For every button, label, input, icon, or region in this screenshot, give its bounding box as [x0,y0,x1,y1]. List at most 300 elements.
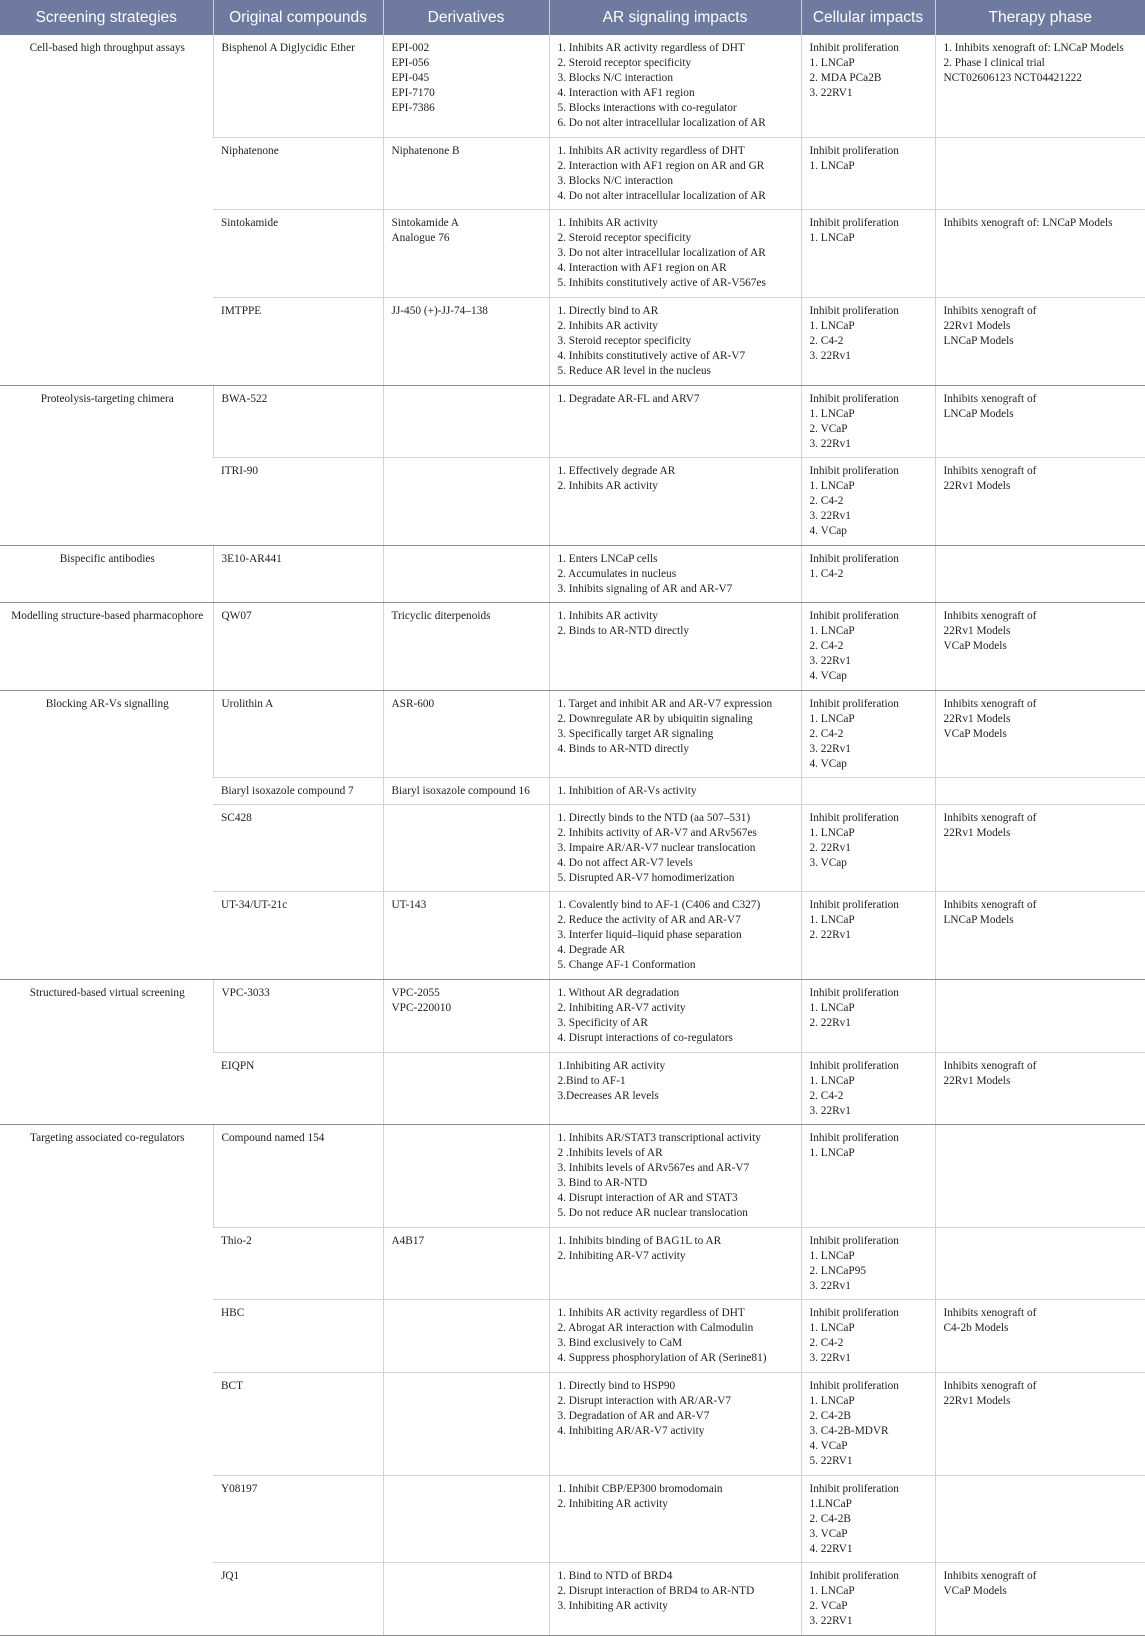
therapy-phase-cell-line: VCaP Models [943,639,1007,652]
table-body [0,35,1145,1636]
derivatives-cell [383,892,549,980]
screening-strategy-cell: Targeting associated co-regulators [0,1124,213,1635]
cellular-impacts-cell [801,1563,935,1636]
therapy-phase-cell-line: 22Rv1 Models [943,624,1011,637]
cellular-impacts-cell-line: 2. 22Rv1 [809,1017,851,1030]
ar-signaling-impacts-cell [549,137,801,209]
ar-signaling-impacts-cell-line: 4. Binds to AR-NTD directly [557,742,689,755]
screening-strategy-cell: Bispecific antibodies [0,545,213,602]
therapy-phase-cell-line: Inhibits xenograft of [943,465,1037,478]
therapy-phase-cell-line: Inhibits xenograft of [943,697,1037,710]
ar-signaling-impacts-cell-line: 3. Blocks N/C interaction [557,174,673,187]
cellular-impacts-cell-line: 3. C4-2B-MDVR [809,1424,889,1437]
ar-signaling-impacts-cell-line: 4. Disrupt interactions of co-regulators [557,1032,733,1045]
therapy-phase-cell [935,1563,1145,1636]
derivatives-cell [383,602,549,690]
therapy-phase-cell [935,690,1145,778]
original-compound-cell: UT-34/UT-21c [213,892,383,980]
cellular-impacts-cell [801,778,935,805]
cellular-impacts-cell [801,298,935,386]
ar-signaling-impacts-cell-line: 2. Inhibiting AR-V7 activity [557,1249,686,1262]
ar-signaling-impacts-cell-line: 3. Impaire AR/AR-V7 nuclear translocation [557,841,756,854]
ar-signaling-impacts-cell-line: 4. Inhibiting AR/AR-V7 activity [557,1424,705,1437]
cellular-impacts-cell-line: 4. 22RV1 [809,1542,853,1555]
cellular-impacts-cell [801,137,935,209]
derivatives-cell-line: EPI-045 [391,72,430,84]
therapy-phase-cell-line: Inhibits xenograft of [943,305,1037,318]
derivatives-cell [383,690,549,778]
ar-signaling-impacts-cell-line: 1. Inhibits AR activity regardless of DHT [557,144,745,157]
cellular-impacts-cell-line: 3. VCaP [809,1527,848,1540]
derivatives-cell [383,210,549,298]
cellular-impacts-cell-line: 2. C4-2 [809,335,844,348]
ar-signaling-impacts-cell-line: 2. Inhibits AR activity [557,480,658,493]
ar-signaling-impacts-cell [549,1227,801,1299]
header-screening-strategies: Screening strategies [0,0,213,35]
cellular-impacts-cell-line: 1. LNCaP [809,320,855,333]
cellular-impacts-cell-line: 3. 22Rv1 [809,1104,851,1117]
therapy-phase-cell-line: LNCaP Models [943,407,1014,420]
ar-signaling-impacts-cell-line: 1. Without AR degradation [557,987,680,1000]
ar-signaling-impacts-cell-line: 2. Disrupt interaction of BRD4 to AR-NTD [557,1585,755,1598]
derivatives-cell [383,385,549,457]
derivatives-cell [383,804,549,892]
ar-signaling-impacts-cell-line: 1. Enters LNCaP cells [557,552,658,565]
ar-signaling-impacts-cell-line: 3. Inhibiting AR activity [557,1600,668,1613]
table-row [0,35,1145,137]
cellular-impacts-cell-line: 4. VCaP [809,1439,848,1452]
derivatives-cell [383,545,549,602]
cellular-impacts-cell-line: 2. MDA PCa2B [809,72,882,84]
cellular-impacts-cell-line: 1. LNCaP [809,624,855,637]
cellular-impacts-cell-line: 1. LNCaP [809,1322,855,1335]
derivatives-cell [383,1475,549,1563]
therapy-phase-cell [935,210,1145,298]
ar-signaling-impacts-cell-line: 2. Downregulate AR by ubiquitin signaling [557,712,753,725]
cellular-impacts-cell [801,1372,935,1475]
cellular-impacts-cell-line: Inhibit proliferation [809,609,899,622]
therapy-phase-cell-line: 22Rv1 Models [943,480,1011,493]
cellular-impacts-cell-line: 2. C4-2 [809,1089,844,1102]
therapy-phase-cell [935,1052,1145,1124]
derivatives-cell-line: JJ-450 (+)-JJ-74–138 [391,305,488,318]
ar-signaling-impacts-cell-line: 1. Inhibits binding of BAG1L to AR [557,1234,722,1247]
original-compound-cell: VPC-3033 [213,980,383,1052]
derivatives-cell-line: VPC-2055 [391,987,440,1000]
ar-signaling-impacts-cell [549,1475,801,1563]
derivatives-cell-line: EPI-002 [391,42,430,54]
therapy-phase-cell-line: Inhibits xenograft of [943,1059,1037,1072]
header-therapy-phase: Therapy phase [935,0,1145,35]
cellular-impacts-cell-line: 2. C4-2 [809,639,844,652]
original-compound-cell: Bisphenol A Diglycidic Ether [213,35,383,137]
ar-signaling-impacts-cell-line: 2. Steroid receptor specificity [557,57,692,69]
therapy-phase-cell-line: LNCaP Models [943,914,1014,927]
cellular-impacts-cell-line: 1. LNCaP [809,407,855,420]
ar-signaling-impacts-cell [549,1052,801,1124]
therapy-phase-cell [935,1227,1145,1299]
ar-signaling-impacts-cell-line: 3. Specificity of AR [557,1017,648,1030]
cellular-impacts-cell-line: 1. LNCaP [809,826,855,839]
derivatives-cell [383,1124,549,1227]
cellular-impacts-cell [801,1124,935,1227]
ar-signaling-impacts-cell-line: 1. Effectively degrade AR [557,465,676,478]
derivatives-cell [383,778,549,805]
ar-signaling-impacts-cell-line: 3. Specifically target AR signaling [557,727,714,740]
derivatives-cell-line: EPI-7170 [391,87,435,99]
cellular-impacts-cell-line: 3. 22Rv1 [809,1352,851,1365]
ar-signaling-impacts-cell-line: 3.Decreases AR levels [557,1089,659,1102]
ar-signaling-impacts-cell [549,892,801,980]
therapy-phase-cell-line: Inhibits xenograft of [943,609,1037,622]
ar-signaling-impacts-cell-line: 3. Blocks N/C interaction [557,72,673,84]
cellular-impacts-cell-line: 2. C4-2B [809,1512,851,1525]
original-compound-cell: 3E10-AR441 [213,545,383,602]
ar-signaling-impacts-cell-line: 2. Inhibits activity of AR-V7 and ARv567es [557,826,757,839]
table-row [0,602,1145,690]
cellular-impacts-cell-line: Inhibit proliferation [809,811,899,824]
cellular-impacts-cell-line: Inhibit proliferation [809,465,899,478]
ar-signaling-impacts-cell-line: 1. Target and inhibit AR and AR-V7 expression [557,697,773,710]
cellular-impacts-cell-line: 2. 22Rv1 [809,929,851,942]
cellular-impacts-cell-line: 1. LNCaP [809,1074,855,1087]
screening-strategy-cell: Modelling structure-based pharmacophore [0,602,213,690]
cellular-impacts-cell-line: Inhibit proliferation [809,1379,899,1392]
derivatives-cell [383,1563,549,1636]
therapy-phase-cell-line: LNCaP Models [943,335,1014,348]
ar-signaling-impacts-cell-line: 1. Directly binds to the NTD (aa 507–531) [557,811,751,824]
derivatives-cell-line: VPC-220010 [391,1002,452,1015]
therapy-phase-cell [935,298,1145,386]
original-compound-cell: ITRI-90 [213,458,383,546]
ar-signaling-impacts-cell-line: 2. Accumulates in nucleus [557,567,677,580]
cellular-impacts-cell-line: 4. VCap [809,757,847,770]
ar-signaling-impacts-cell-line: 3. Bind to AR-NTD [557,1176,648,1189]
cellular-impacts-cell-line: 1. LNCaP [809,1249,855,1262]
ar-signaling-impacts-cell-line: 1. Directly bind to AR [557,305,659,318]
ar-signaling-impacts-cell [549,778,801,805]
ar-signaling-impacts-cell-line: 4. Degrade AR [557,944,625,957]
cellular-impacts-cell-line: 3. 22Rv1 [809,1279,851,1292]
therapy-phase-cell-line: 22Rv1 Models [943,1394,1011,1407]
therapy-phase-cell-line: Inhibits xenograft of: LNCaP Models [943,217,1113,230]
cellular-impacts-cell-line: 1. LNCaP [809,1585,855,1598]
ar-signaling-impacts-cell [549,602,801,690]
cellular-impacts-cell-line: Inhibit proliferation [809,987,899,1000]
derivatives-cell-line: EPI-7386 [391,102,435,114]
cellular-impacts-cell-line: 3. 22RV1 [809,1615,853,1628]
derivatives-cell-line: Analogue 76 [391,232,450,245]
cellular-impacts-cell-line: 3. VCap [809,856,847,869]
original-compound-cell: JQ1 [213,1563,383,1636]
cellular-impacts-cell-line: Inhibit proliferation [809,305,899,318]
cellular-impacts-cell-line: Inhibit proliferation [809,1059,899,1072]
therapy-phase-cell [935,137,1145,209]
therapy-phase-cell-line: VCaP Models [943,727,1007,740]
derivatives-cell [383,1052,549,1124]
cellular-impacts-cell [801,804,935,892]
cellular-impacts-cell [801,35,935,137]
cellular-impacts-cell-line: 1. LNCaP [809,159,855,172]
therapy-phase-cell-line: Inhibits xenograft of [943,1570,1037,1583]
ar-signaling-impacts-cell [549,385,801,457]
ar-signaling-impacts-cell-line: 4. Inhibits constitutively active of AR-V7 [557,350,746,363]
cellular-impacts-cell-line: 1. LNCaP [809,480,855,493]
ar-signaling-impacts-cell [549,1372,801,1475]
cellular-impacts-cell-line: 2. C4-2 [809,495,844,508]
therapy-phase-cell [935,385,1145,457]
therapy-phase-cell-line: 1. Inhibits xenograft of: LNCaP Models [943,42,1124,54]
cellular-impacts-cell [801,1052,935,1124]
cellular-impacts-cell [801,545,935,602]
cellular-impacts-cell-line: 1. LNCaP [809,1146,855,1159]
original-compound-cell: Urolithin A [213,690,383,778]
ar-signaling-impacts-cell [549,298,801,386]
original-compound-cell: Sintokamide [213,210,383,298]
cellular-impacts-cell [801,892,935,980]
screening-strategy-cell: Cell-based high throughput assays [0,35,213,385]
cellular-impacts-cell-line: 2. C4-2 [809,727,844,740]
cellular-impacts-cell [801,690,935,778]
ar-signaling-impacts-cell-line: 3. Steroid receptor specificity [557,335,692,348]
cellular-impacts-cell [801,980,935,1052]
header-original-compounds: Original compounds [213,0,383,35]
ar-signaling-impacts-cell-line: 3. Degradation of AR and AR-V7 [557,1409,710,1422]
derivatives-cell-line: Tricyclic diterpenoids [391,609,491,622]
ar-signaling-impacts-cell-line: 4. Suppress phosphorylation of AR (Serine81) [557,1352,767,1365]
cellular-impacts-cell-line: 2. LNCaP95 [809,1264,866,1277]
cellular-impacts-cell-line: Inhibit proliferation [809,217,899,230]
cellular-impacts-cell-line: Inhibit proliferation [809,1131,899,1144]
therapy-phase-cell-line: 22Rv1 Models [943,712,1011,725]
cellular-impacts-cell-line: Inhibit proliferation [809,144,899,157]
therapy-phase-cell [935,1372,1145,1475]
therapy-phase-cell-line: NCT02606123 NCT04421222 [943,72,1082,84]
ar-signaling-impacts-cell-line: 1. Directly bind to HSP90 [557,1379,676,1392]
cellular-impacts-cell-line: 1. LNCaP [809,232,855,245]
derivatives-cell [383,35,549,137]
ar-signaling-impacts-cell-line: 2. Interaction with AF1 region on AR and GR [557,159,765,172]
ar-signaling-impacts-cell-line: 1. Inhibit CBP/EP300 bromodomain [557,1482,723,1495]
cellular-impacts-cell-line: 2. VCaP [809,422,848,435]
derivatives-cell-line: Niphatenone B [391,144,460,157]
ar-signaling-impacts-cell [549,458,801,546]
therapy-phase-cell [935,804,1145,892]
original-compound-cell: EIQPN [213,1052,383,1124]
derivatives-cell-line: ASR-600 [391,697,435,710]
therapy-phase-cell [935,892,1145,980]
ar-signaling-impacts-cell [549,210,801,298]
cellular-impacts-cell [801,1300,935,1372]
derivatives-cell [383,137,549,209]
cellular-impacts-cell [801,602,935,690]
therapy-phase-cell [935,458,1145,546]
ar-signaling-impacts-cell-line: 2. Inhibits AR activity [557,320,658,333]
ar-signaling-impacts-cell-line: 1.Inhibiting AR activity [557,1059,666,1072]
therapy-phase-cell [935,1124,1145,1227]
cellular-impacts-cell [801,1227,935,1299]
screening-strategy-cell: Structured-based virtual screening [0,980,213,1125]
ar-signaling-impacts-cell-line: 1. Inhibits AR activity regardless of DHT [557,1307,745,1320]
original-compound-cell: Y08197 [213,1475,383,1563]
therapy-phase-cell [935,35,1145,137]
cellular-impacts-cell-line: Inhibit proliferation [809,42,899,54]
cellular-impacts-cell-line: 3. 22Rv1 [809,654,851,667]
ar-signaling-impacts-cell [549,1563,801,1636]
ar-signaling-impacts-cell-line: 3. Inhibits signaling of AR and AR-V7 [557,582,733,595]
original-compound-cell: SC428 [213,804,383,892]
original-compound-cell: Compound named 154 [213,1124,383,1227]
header-ar-signaling-impacts: AR signaling impacts [549,0,801,35]
derivatives-cell-line: Sintokamide A [391,217,459,230]
table-row [0,690,1145,778]
ar-signaling-impacts-cell-line: 6. Do not alter intracellular localization of AR [557,117,766,129]
ar-signaling-impacts-cell [549,35,801,137]
cellular-impacts-cell-line: 2. VCaP [809,1600,848,1613]
therapy-phase-cell-line: 2. Phase I clinical trial [943,57,1045,69]
cellular-impacts-cell-line: 2. C4-2 [809,1337,844,1350]
cellular-impacts-cell-line: 3. 22Rv1 [809,742,851,755]
original-compound-cell: BWA-522 [213,385,383,457]
ar-signaling-impacts-cell-line: 3. Do not alter intracellular localization of AR [557,247,766,260]
ar-signaling-impacts-cell-line: 1. Degradate AR-FL and ARV7 [557,392,700,405]
cellular-impacts-cell [801,210,935,298]
header-row [0,0,1145,35]
therapy-phase-cell [935,545,1145,602]
table-row [0,545,1145,602]
ar-signaling-impacts-cell-line: 4. Interaction with AF1 region [557,87,695,99]
ar-signaling-impacts-cell-line: 5. Disrupted AR-V7 homodimerization [557,871,735,884]
therapy-phase-cell [935,1475,1145,1563]
therapy-phase-cell-line: 22Rv1 Models [943,1074,1011,1087]
ar-signaling-impacts-cell-line: 4. Do not affect AR-V7 levels [557,856,693,869]
original-compound-cell: Niphatenone [213,137,383,209]
ar-signaling-impacts-cell-line: 2. Inhibiting AR activity [557,1497,668,1510]
ar-signaling-impacts-cell [549,804,801,892]
cellular-impacts-cell-line: 1. LNCaP [809,1002,855,1015]
derivatives-cell [383,298,549,386]
ar-signaling-impacts-cell-line: 1. Inhibits AR/STAT3 transcriptional activity [557,1131,761,1144]
cellular-impacts-cell-line: 5. 22RV1 [809,1454,853,1467]
ar-signaling-impacts-cell-line: 1. Covalently bind to AF-1 (C406 and C327) [557,899,761,912]
derivatives-cell [383,458,549,546]
ar-signaling-impacts-cell [549,980,801,1052]
derivatives-cell [383,1227,549,1299]
original-compound-cell: Biaryl isoxazole compound 7 [213,778,383,805]
ar-signaling-impacts-cell-line: 5. Do not reduce AR nuclear translocation [557,1206,748,1219]
cellular-impacts-cell-line: Inhibit proliferation [809,1482,899,1495]
therapy-phase-cell [935,778,1145,805]
ar-signaling-impacts-cell-line: 4. Disrupt interaction of AR and STAT3 [557,1191,738,1204]
cellular-impacts-cell-line: 1. LNCaP [809,712,855,725]
ar-signaling-impacts-cell-line: 1. Bind to NTD of BRD4 [557,1570,673,1583]
cellular-impacts-cell [801,458,935,546]
ar-signaling-impacts-cell-line: 5. Change AF-1 Conformation [557,959,696,972]
derivatives-cell [383,1300,549,1372]
cellular-impacts-cell-line: 3. 22Rv1 [809,437,851,450]
cellular-impacts-cell-line: 4. VCap [809,669,847,682]
therapy-phase-cell-line: C4-2b Models [943,1322,1009,1335]
ar-signaling-impacts-cell [549,1300,801,1372]
derivatives-cell-line: UT-143 [391,899,427,912]
screening-strategy-cell: Blocking AR-Vs signalling [0,690,213,980]
cellular-impacts-cell-line: Inhibit proliferation [809,392,899,405]
ar-signaling-impacts-cell-line: 2. Reduce the activity of AR and AR-V7 [557,914,741,927]
ar-signaling-impacts-cell-line: 4. Interaction with AF1 region on AR [557,262,727,275]
header-derivatives: Derivatives [383,0,549,35]
table-row [0,385,1145,457]
ar-signaling-impacts-cell [549,690,801,778]
table-row [0,1124,1145,1227]
therapy-phase-cell-line: Inhibits xenograft of [943,899,1037,912]
ar-signaling-impacts-cell-line: 2. Steroid receptor specificity [557,232,692,245]
ar-signaling-impacts-cell-line: 2. Inhibiting AR-V7 activity [557,1002,686,1015]
cellular-impacts-cell-line: Inhibit proliferation [809,697,899,710]
cellular-impacts-cell-line: 1. C4-2 [809,567,844,580]
cellular-impacts-cell-line: 3. 22RV1 [809,87,853,99]
cellular-impacts-cell-line: 2. C4-2B [809,1409,851,1422]
original-compound-cell: IMTPPE [213,298,383,386]
ar-signaling-impacts-cell-line: 2. Disrupt interaction with AR/AR-V7 [557,1394,732,1407]
cellular-impacts-cell-line: 1. LNCaP [809,914,855,927]
cellular-impacts-cell-line: 3. 22Rv1 [809,350,851,363]
ar-signaling-impacts-cell-line: 3. Inhibits levels of ARv567es and AR-V7 [557,1161,750,1174]
cellular-impacts-cell-line: 2. 22Rv1 [809,841,851,854]
cellular-impacts-cell-line: Inhibit proliferation [809,899,899,912]
ar-signaling-impacts-cell-line: 1. Inhibition of AR-Vs activity [557,785,697,798]
derivatives-cell-line: Biaryl isoxazole compound 16 [391,785,530,798]
ar-signaling-impacts-cell-line: 3. Bind exclusively to CaM [557,1337,683,1350]
header-cellular-impacts: Cellular impacts [801,0,935,35]
cellular-impacts-cell-line: Inhibit proliferation [809,552,899,565]
original-compound-cell: BCT [213,1372,383,1475]
original-compound-cell: QW07 [213,602,383,690]
therapy-phase-cell-line: Inhibits xenograft of [943,392,1037,405]
ar-signaling-impacts-cell-line: 5. Reduce AR level in the nucleus [557,365,711,378]
therapy-phase-cell [935,602,1145,690]
cellular-impacts-cell-line: 4. VCap [809,525,847,538]
therapy-phase-cell-line: 22Rv1 Models [943,320,1011,333]
ar-signaling-impacts-cell-line: 2. Abrogat AR interaction with Calmodulin [557,1322,754,1335]
original-compound-cell: Thio-2 [213,1227,383,1299]
derivatives-cell-line: A4B17 [391,1234,425,1247]
derivatives-cell [383,1372,549,1475]
ar-signaling-impacts-cell-line: 4. Do not alter intracellular localization of AR [557,189,766,202]
ar-signaling-impacts-cell-line: 1. Inhibits AR activity [557,217,658,230]
ar-signaling-impacts-cell-line: 2.Bind to AF-1 [557,1074,626,1087]
ar-signaling-impacts-cell-line: 1. Inhibits AR activity regardless of DHT [557,42,745,54]
ar-signaling-impacts-cell-line: 3. Interfer liquid–liquid phase separation [557,929,742,942]
derivatives-cell [383,980,549,1052]
screening-strategy-cell: Proteolysis-targeting chimera [0,385,213,545]
ar-signaling-impacts-cell-line: 2. Binds to AR-NTD directly [557,624,689,637]
therapy-phase-cell-line: VCaP Models [943,1585,1007,1598]
cellular-impacts-cell-line: Inhibit proliferation [809,1234,899,1247]
cellular-impacts-cell-line: 1. LNCaP [809,57,855,69]
ar-signaling-impacts-cell-line: 5. Inhibits constitutively active of AR-V567es [557,277,766,290]
original-compound-cell: HBC [213,1300,383,1372]
cellular-impacts-cell-line: 1. LNCaP [809,1394,855,1407]
derivatives-cell-line: EPI-056 [391,57,430,69]
therapy-phase-cell [935,980,1145,1052]
ar-signaling-impacts-cell-line: 2 .Inhibits levels of AR [557,1146,663,1159]
therapy-phase-cell-line: Inhibits xenograft of [943,811,1037,824]
cellular-impacts-cell-line: Inhibit proliferation [809,1570,899,1583]
therapy-phase-cell-line: 22Rv1 Models [943,826,1011,839]
cellular-impacts-cell-line: 1.LNCaP [809,1497,852,1510]
cellular-impacts-cell-line: Inhibit proliferation [809,1307,899,1320]
therapy-phase-cell-line: Inhibits xenograft of [943,1307,1037,1320]
